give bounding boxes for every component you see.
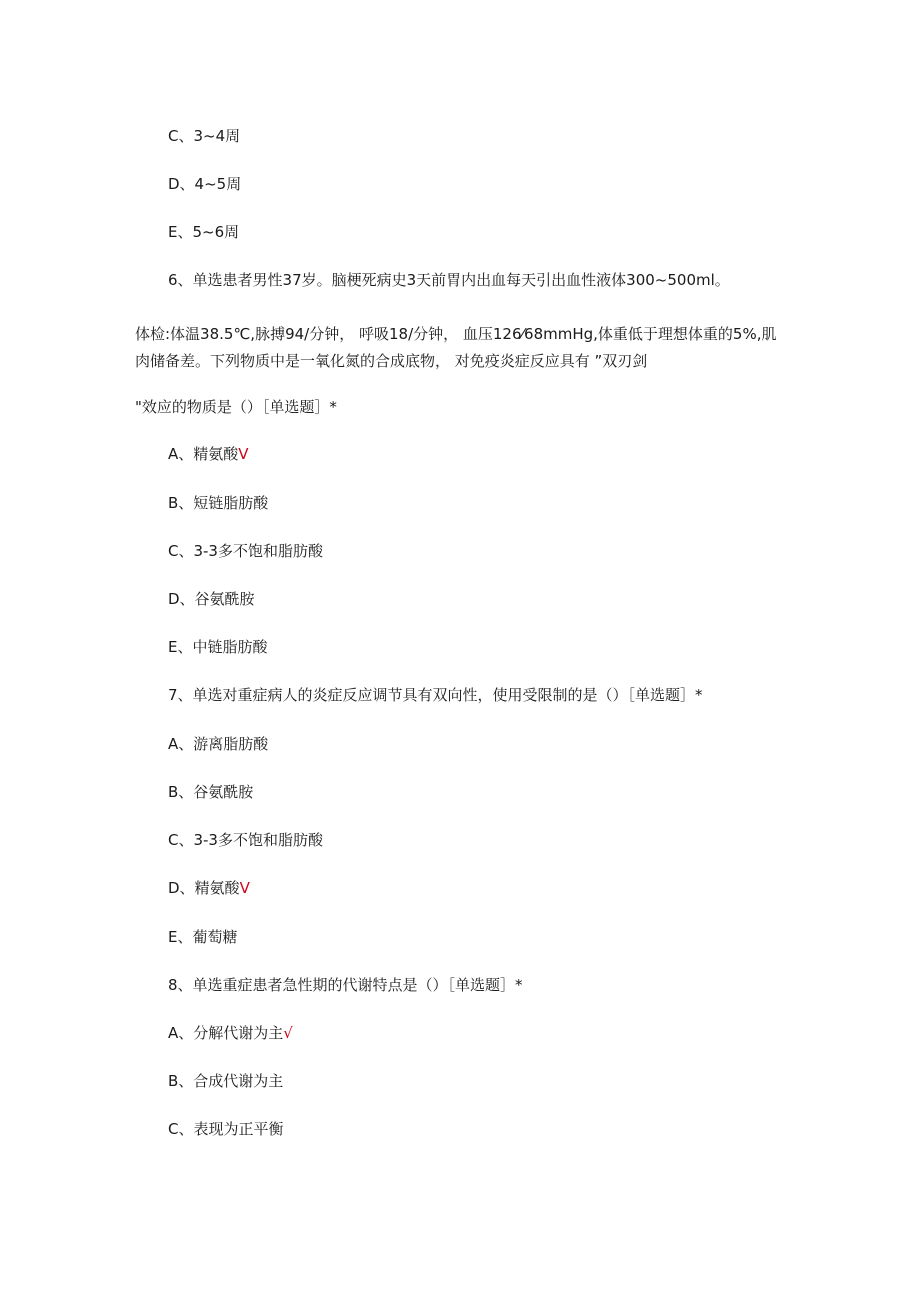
option-e bbox=[168, 927, 237, 947]
option-e bbox=[168, 222, 239, 242]
option-text: D、谷氨酰胺 bbox=[168, 590, 255, 608]
option-b bbox=[168, 782, 253, 802]
option-text: D、4~5周 bbox=[168, 175, 242, 193]
option-text: D、精氨酸 bbox=[168, 879, 240, 897]
option-text: E、5~6周 bbox=[168, 223, 240, 241]
question-8-stem: 8、单选重症患者急性期的代谢特点是（）［单选题］* bbox=[168, 976, 523, 994]
option-c bbox=[168, 830, 323, 850]
option-d bbox=[168, 878, 250, 898]
question-6-stem-cont: 体检:体温38.5℃,脉搏94/分钟， 呼吸18/分钟， 血压126⁄68mmHg,体重低于理想体重的5%,肌 bbox=[135, 325, 777, 343]
option-a bbox=[168, 1023, 293, 1043]
option-d bbox=[168, 174, 241, 194]
option-c bbox=[168, 1119, 283, 1139]
option-text: A、游离脂肪酸 bbox=[168, 735, 269, 753]
option-text: A、分解代谢为主 bbox=[168, 1024, 284, 1042]
option-text: C、表现为正平衡 bbox=[168, 1120, 284, 1138]
option-text: C、3~4周 bbox=[168, 127, 241, 145]
option-text: B、合成代谢为主 bbox=[168, 1072, 284, 1090]
correct-mark-icon: V bbox=[238, 445, 249, 463]
option-a bbox=[168, 734, 268, 754]
correct-mark-icon: V bbox=[239, 879, 250, 897]
option-a bbox=[168, 444, 249, 464]
question-6-stem-cont: "效应的物质是（）［单选题］* bbox=[135, 398, 337, 416]
correct-mark-icon: √ bbox=[283, 1024, 293, 1042]
option-text: C、3-3多不饱和脂肪酸 bbox=[168, 542, 323, 560]
option-c bbox=[168, 541, 323, 561]
option-text: E、葡萄糖 bbox=[168, 928, 238, 946]
option-text: E、中链脂肪酸 bbox=[168, 638, 268, 656]
question-6-stem: 6、单选患者男性37岁。脑梗死病史3天前胃内出血每天引出血性液体300~500ml。 bbox=[168, 271, 730, 289]
question-6-stem-cont: 肉储备差。下列物质中是一氧化氮的合成底物， 对免疫炎症反应具有 ”双刃剑 bbox=[135, 352, 648, 370]
question-7-stem: 7、单选对重症病人的炎症反应调节具有双向性，使用受限制的是（）［单选题］* bbox=[168, 686, 703, 704]
option-text: B、短链脂肪酸 bbox=[168, 494, 269, 512]
option-e bbox=[168, 637, 267, 657]
option-d bbox=[168, 589, 255, 609]
option-text: C、3-3多不饱和脂肪酸 bbox=[168, 831, 323, 849]
option-c bbox=[168, 126, 240, 146]
option-text: A、精氨酸 bbox=[168, 445, 239, 463]
option-b bbox=[168, 1071, 283, 1091]
option-text: B、谷氨酰胺 bbox=[168, 783, 254, 801]
option-b bbox=[168, 493, 268, 513]
